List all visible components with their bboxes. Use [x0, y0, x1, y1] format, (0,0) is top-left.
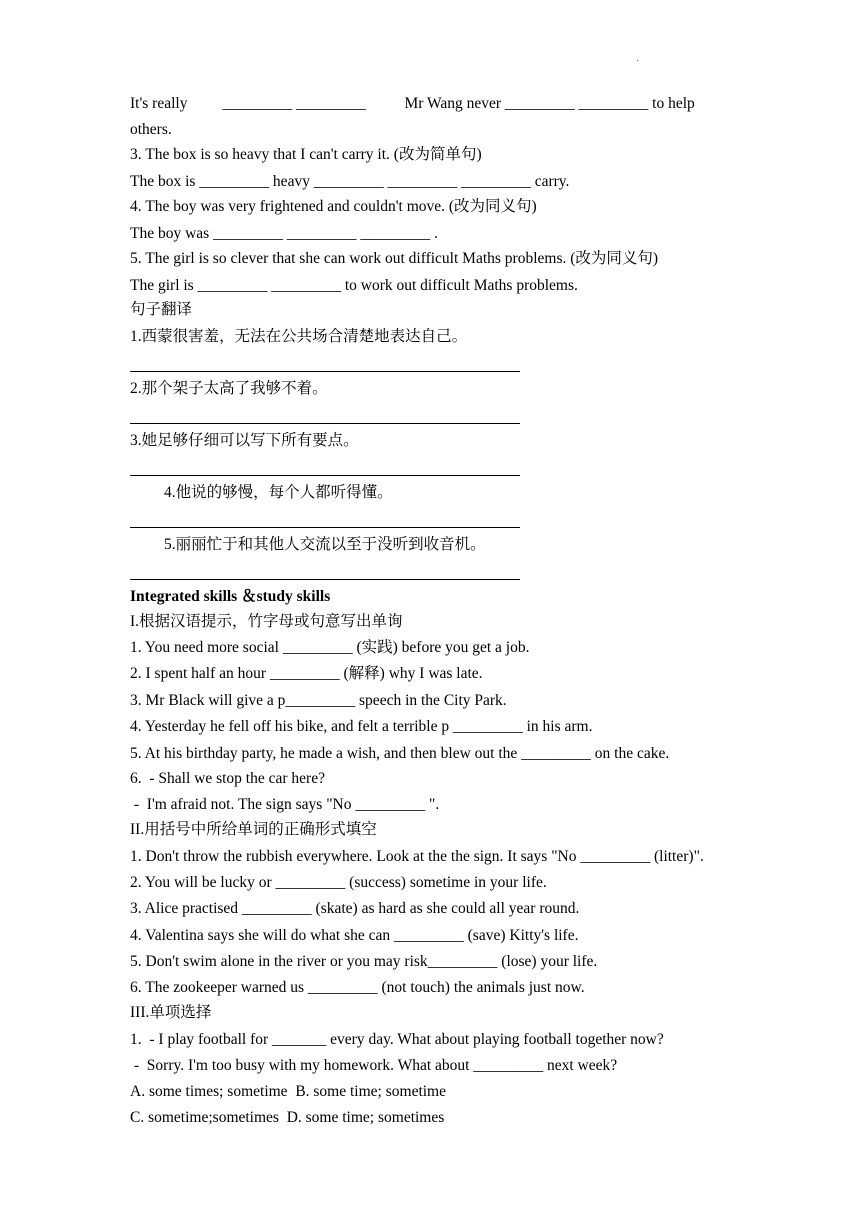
section-heading: I.根据汉语提示，竹字母或句意写出单询: [130, 613, 403, 630]
answer-line: [130, 527, 520, 528]
section-heading: Integrated skills ＆study skills: [130, 588, 331, 605]
question-line: 4. Yesterday he fell off his bike, and felt a terrible p _________ in his arm.: [130, 718, 593, 735]
question-line: 5. Don't swim alone in the river or you may risk_________ (lose) your life.: [130, 953, 598, 970]
question-line: 2. I spent half an hour _________ (解释) why I was late.: [130, 665, 483, 682]
question-line: 4. The boy was very frightened and couldn't move. (改为同义句): [130, 198, 537, 215]
section-heading: II.用括号中所给单词的正确形式填空: [130, 821, 377, 838]
question-line: 2. You will be lucky or _________ (success) sometime in your life.: [130, 874, 547, 891]
question-line: - I'm afraid not. The sign says "No _________ ".: [130, 796, 440, 813]
fill-in-line: The box is _________ heavy _________ _________ _________ carry.: [130, 173, 570, 190]
fill-in-line: The girl is _________ _________ to work out difficult Maths problems.: [130, 277, 578, 294]
question-line: 5. The girl is so clever that she can work out difficult Maths problems. (改为同义句): [130, 250, 659, 267]
translation-item: 5.丽丽忙于和其他人交流以至于没听到收音机。: [164, 536, 486, 553]
question-line: 6. - Shall we stop the car here?: [130, 770, 325, 787]
question-line: 3. Alice practised _________ (skate) as hard as she could all year round.: [130, 900, 580, 917]
question-line: 1. You need more social _________ (实践) before you get a job.: [130, 639, 530, 656]
question-line: 1. - I play football for _______ every day. What about playing football together now?: [130, 1031, 664, 1048]
answer-options: C. sometime;sometimes D. some time; sometimes: [130, 1109, 445, 1126]
answer-line: [130, 579, 520, 580]
question-line: 1. Don't throw the rubbish everywhere. Look at the the sign. It says "No _________ (litter)".: [130, 848, 704, 865]
page-top-mark: ·: [636, 56, 640, 67]
question-line: 3. Mr Black will give a p_________ speech in the City Park.: [130, 692, 507, 709]
question-line: 3. The box is so heavy that I can't carry it. (改为简单句): [130, 146, 482, 163]
question-line: 4. Valentina says she will do what she can _________ (save) Kitty's life.: [130, 927, 579, 944]
fill-in-line: It's really _________ _________ Mr Wang never _________ _________ to help: [130, 95, 695, 112]
answer-line: [130, 475, 520, 476]
fill-in-line: The boy was _________ _________ _________ .: [130, 225, 438, 242]
section-heading: III.单项选择: [130, 1004, 212, 1021]
fill-in-line: others.: [130, 121, 172, 138]
translation-item: 1.西蒙很害羞，无法在公共场合清楚地表达自己。: [130, 328, 468, 345]
question-line: - Sorry. I'm too busy with my homework. What about _________ next week?: [130, 1057, 618, 1074]
question-line: 6. The zookeeper warned us _________ (not touch) the animals just now.: [130, 979, 585, 996]
answer-line: [130, 371, 520, 372]
question-line: 5. At his birthday party, he made a wish, and then blew out the _________ on the cake.: [130, 745, 670, 762]
translation-item: 3.她足够仔细可以写下所有要点。: [130, 432, 359, 449]
translation-item: 4.他说的够慢，每个人都听得懂。: [164, 484, 393, 501]
section-heading: 句子翻译: [130, 301, 193, 318]
answer-line: [130, 423, 520, 424]
translation-item: 2.那个架子太高了我够不着。: [130, 380, 328, 397]
answer-options: A. some times; sometime B. some time; sometime: [130, 1083, 446, 1100]
